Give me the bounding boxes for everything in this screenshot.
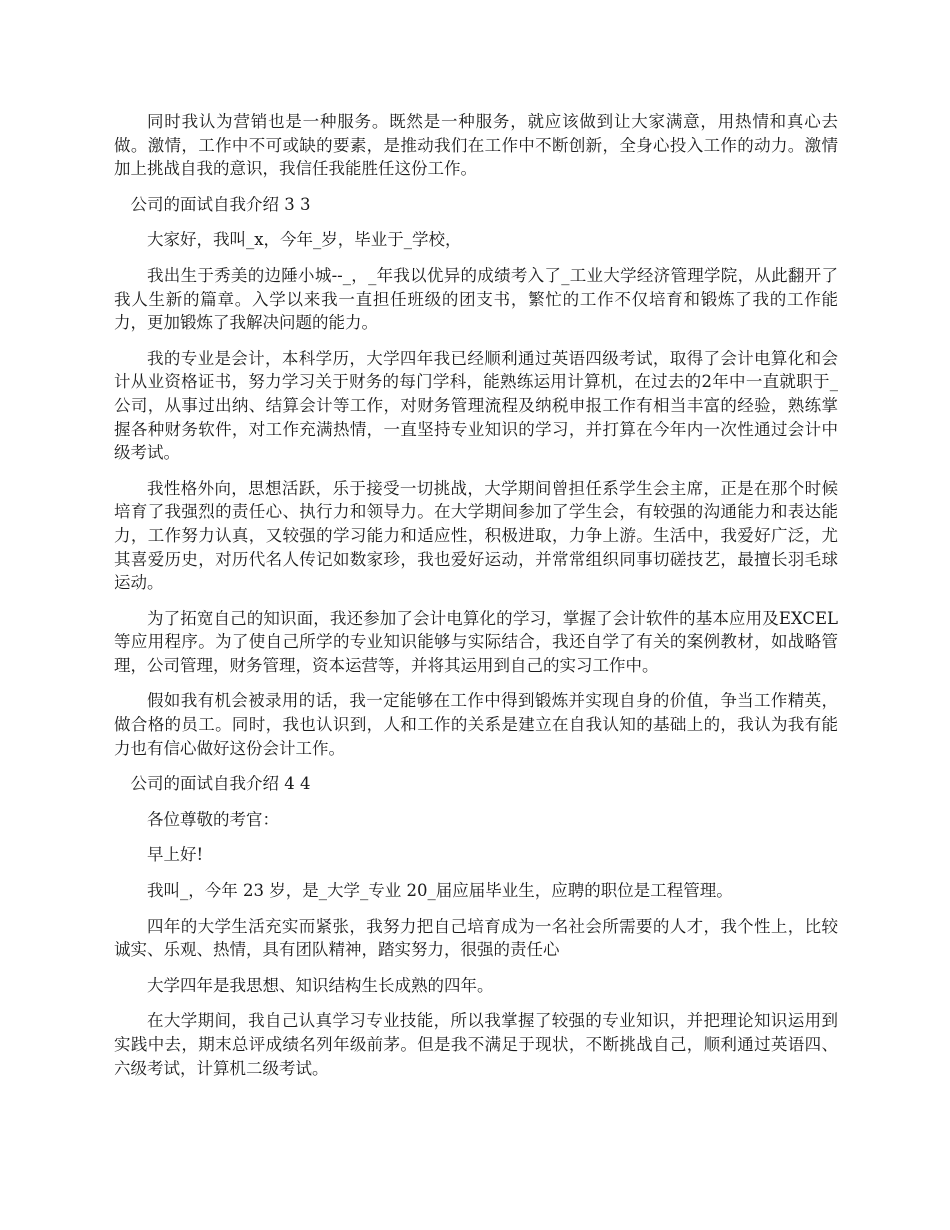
paragraph: 四年的大学生活充实而紧张，我努力把自己培育成为一名社会所需要的人才，我个性上，比较诚实、乐观、热情，具有团队精神，踏实努力，很强的责任心 bbox=[114, 916, 838, 960]
paragraph: 我出生于秀美的边陲小城--_，_年我以优异的成绩考入了_工业大学经济管理学院，从此翻开了我人生新的篇章。入学以来我一直担任班级的团支书，繁忙的工作不仅培育和锻炼了我的工作能力，更加锻炼了我解决问题的能力。 bbox=[114, 265, 838, 333]
paragraph: 同时我认为营销也是一种服务。既然是一种服务，就应该做到让大家满意，用热情和真心去做。激情，工作中不可或缺的要素，是推动我们在工作中不断创新，全身心投入工作的动力。激情加上挑战自我的意识，我信任我能胜任这份工作。 bbox=[114, 112, 838, 179]
paragraph: 早上好! bbox=[147, 845, 204, 865]
paragraph: 我叫_，今年 23 岁，是_大学_专业 20_届应届毕业生，应聘的职位是工程管理。 bbox=[147, 881, 733, 901]
section-heading: 公司的面试自我介绍 3 3 bbox=[130, 194, 311, 214]
paragraph: 各位尊敬的考官： bbox=[147, 809, 279, 829]
paragraph: 我性格外向，思想活跃，乐于接受一切挑战，大学期间曾担任系学生会主席，正是在那个时候培育了我强烈的责任心、执行力和领导力。在大学期间参加了学生会，有较强的沟通能力和表达能力，工作努力认真，又较强的学习能力和适应性，积极进取，力争上游。生活中，我爱好广泛，尤其喜爱历史，对历代名人传记如数家珍，我也爱好运动，并常常组织同事切磋技艺，最擅长羽毛球运动。 bbox=[114, 478, 838, 593]
paragraph: 大家好，我叫_x，今年_岁，毕业于_学校， bbox=[147, 230, 462, 250]
document-body bbox=[114, 110, 838, 1092]
paragraph: 在大学期间，我自己认真学习专业技能，所以我掌握了较强的专业知识，并把理论知识运用到实践中去，期末总评成绩名列年级前茅。但是我不满足于现状，不断挑战自己，顺利通过英语四、六级考试，计算机二级考试。 bbox=[114, 1011, 838, 1078]
paragraph: 大学四年是我思想、知识结构生长成熟的四年。 bbox=[147, 975, 494, 995]
paragraph: 我的专业是会计，本科学历，大学四年我已经顺利通过英语四级考试，取得了会计电算化和会计从业资格证书，努力学习关于财务的每门学科，能熟练运用计算机，在过去的2年中一直就职于_公司，从事过出纳、结算会计等工作，对财务管理流程及纳税申报工作有相当丰富的经验，熟练掌握各种财务软件，对工作充满热情，一直坚持专业知识的学习，并打算在今年内一次性通过会计中级考试。 bbox=[114, 348, 838, 463]
paragraph: 为了拓宽自己的知识面，我还参加了会计电算化的学习，掌握了会计软件的基本应用及EXCEL等应用程序。为了使自己所学的专业知识能够与实际结合，我还自学了有关的案例教材，如战略管理，公司管理，财务管理，资本运营等，并将其运用到自己的实习工作中。 bbox=[114, 608, 838, 675]
section-heading: 公司的面试自我介绍 4 4 bbox=[130, 774, 311, 794]
paragraph: 假如我有机会被录用的话，我一定能够在工作中得到锻炼并实现自身的价值，争当工作精英，做合格的员工。同时，我也认识到，人和工作的关系是建立在自我认知的基础上的，我认为我有能力也有信心做好这份会计工作。 bbox=[114, 691, 838, 758]
